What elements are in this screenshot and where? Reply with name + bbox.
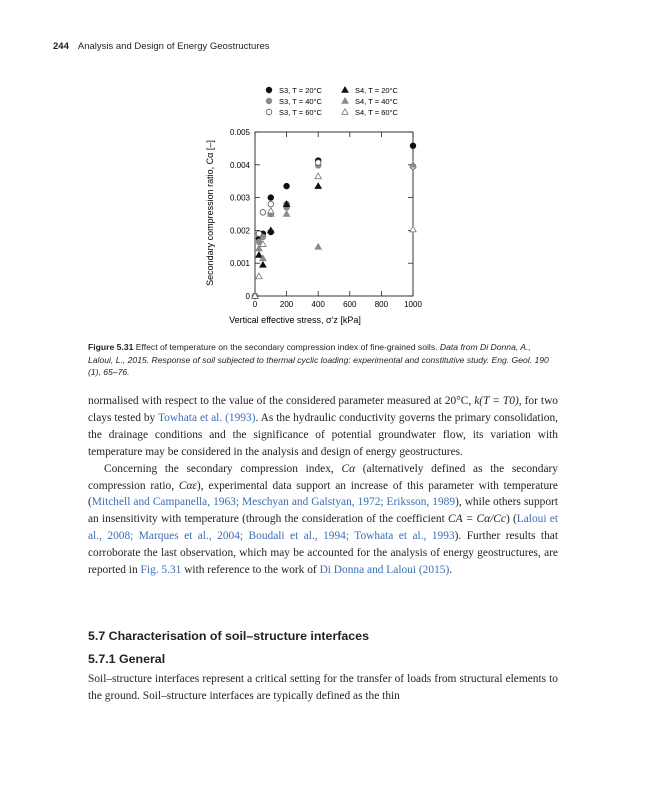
body-text (88, 393, 558, 579)
y-tick-label: 0.004 (229, 160, 250, 170)
text: ), experimental data support an increase of this parameter with temperature ( (88, 479, 558, 509)
legend-entry: S4, T = 20°C (355, 86, 398, 95)
legend-marker (266, 109, 272, 115)
figure-caption (88, 341, 558, 379)
citation-link[interactable]: Di Donna and Laloui (2015) (319, 564, 450, 577)
caption-text: Effect of temperature on the secondary compression index of fine-grained soils. (135, 342, 438, 352)
body-text-2 (88, 671, 558, 705)
data-point (315, 244, 321, 250)
x-tick-label: 800 (374, 300, 389, 309)
y-tick-label: 0.002 (229, 226, 250, 236)
caption-label: Figure 5.31 (88, 342, 134, 352)
paragraph-2 (88, 461, 558, 579)
text: ), while others support an insensitivity with temperature (through the consideration of the coefficient (88, 496, 559, 526)
data-point (284, 183, 290, 189)
legend-entry: S3, T = 40°C (279, 97, 322, 106)
legend-entry: S4, T = 60°C (355, 108, 398, 117)
y-axis-label: Secondary compression ratio, Cα [–] (205, 140, 215, 286)
data-point (256, 231, 262, 237)
data-point (256, 273, 262, 279)
math-expression: Cα (341, 462, 356, 475)
y-tick-label: 0.005 (229, 128, 250, 137)
text: , for two clays tested by (88, 395, 558, 424)
text: (alternatively defined as the secondary compression ratio, (88, 462, 558, 492)
data-point (268, 201, 274, 207)
legend-entry: S4, T = 40°C (355, 97, 398, 106)
legend-marker (342, 98, 348, 104)
text: with reference to the work of (181, 564, 320, 577)
x-tick-label: 0 (252, 300, 258, 309)
data-point (315, 173, 321, 179)
data-point (410, 143, 416, 149)
data-point (410, 226, 416, 232)
text: . As the hydraulic conductivity governs the primary consolidation, the drainage conditions and the significance of potential groundwater flow, its variation with temperature may be considered in the analysis and design of energy geostructures. (88, 411, 558, 458)
data-point (260, 210, 266, 216)
data-point (315, 160, 321, 166)
legend-marker (266, 98, 272, 104)
page-number: 244 (53, 41, 69, 52)
citation-link[interactable]: Towhata et al. (1993) (157, 411, 256, 424)
x-tick-label: 1000 (404, 300, 422, 309)
y-tick-label: 0.001 (229, 259, 250, 269)
data-point (268, 208, 274, 214)
citation-link[interactable]: Mitchell and Campanella, 1963; Meschyan and Galstyan, 1972; Eriksson, 1989 (91, 496, 456, 509)
section-heading: 5.7 Characterisation of soil–structure interfaces (88, 629, 369, 643)
legend-marker (342, 87, 348, 93)
paragraph-3: Soil–structure interfaces represent a critical setting for the transfer of loads from structural elements to the ground. Soil–structure interfaces are typically defined as the thin (88, 673, 558, 702)
paragraph-1 (88, 393, 558, 461)
text: ). Further results that corroborate the last observation, which may be accounted for the analysis of energy geostructures, are reported in (88, 530, 558, 577)
caption-source: Data from Di Donna, A., Laloui, L., 2015. Response of soil subjected to thermal cyclic loading: experimental and constitutive study. Eng. Geol. 190 (1), 65–76. (88, 342, 549, 378)
math-expression: k(T = T0) (474, 395, 519, 407)
chart-marks (252, 143, 416, 299)
data-point (283, 211, 289, 217)
math-expression: CA = Cα/Cc (448, 513, 506, 526)
data-point (256, 252, 262, 258)
y-tick-label: 0 (245, 292, 250, 301)
figure-5-31 (190, 70, 460, 338)
running-header (53, 41, 270, 52)
text: Concerning the secondary compression index, (104, 462, 342, 475)
math-expression: Cαε (178, 479, 197, 492)
chart-legend (266, 86, 398, 117)
x-tick-label: 200 (279, 300, 294, 309)
legend-entry: S3, T = 60°C (279, 108, 322, 117)
running-title: Analysis and Design of Energy Geostructures (77, 41, 270, 52)
legend-marker (342, 109, 348, 115)
text: . (449, 564, 453, 577)
x-tick-label: 600 (343, 300, 357, 309)
text: ) ( (505, 513, 517, 526)
subsection-heading: 5.7.1 General (88, 652, 166, 666)
citation-link[interactable]: Laloui et al., 2008; Marques et al., 2004; Boudali et al., 1994; Towhata et al., 1993 (88, 513, 558, 543)
chart-axes (230, 128, 422, 309)
text: normalised with respect to the value of the considered parameter measured at 20°C, (88, 395, 472, 407)
x-axis-label: Vertical effective stress, σ'z [kPa] (229, 315, 361, 325)
legend-marker (266, 87, 272, 93)
legend-entry: S3, T = 20°C (279, 86, 322, 95)
plot-frame (255, 132, 413, 296)
data-point (315, 183, 321, 189)
data-point (260, 262, 266, 268)
scatter-chart (190, 70, 460, 338)
data-point (268, 195, 274, 201)
figure-link[interactable]: Fig. 5.31 (140, 564, 182, 577)
y-tick-label: 0.003 (229, 193, 250, 203)
x-tick-label: 400 (311, 300, 325, 309)
